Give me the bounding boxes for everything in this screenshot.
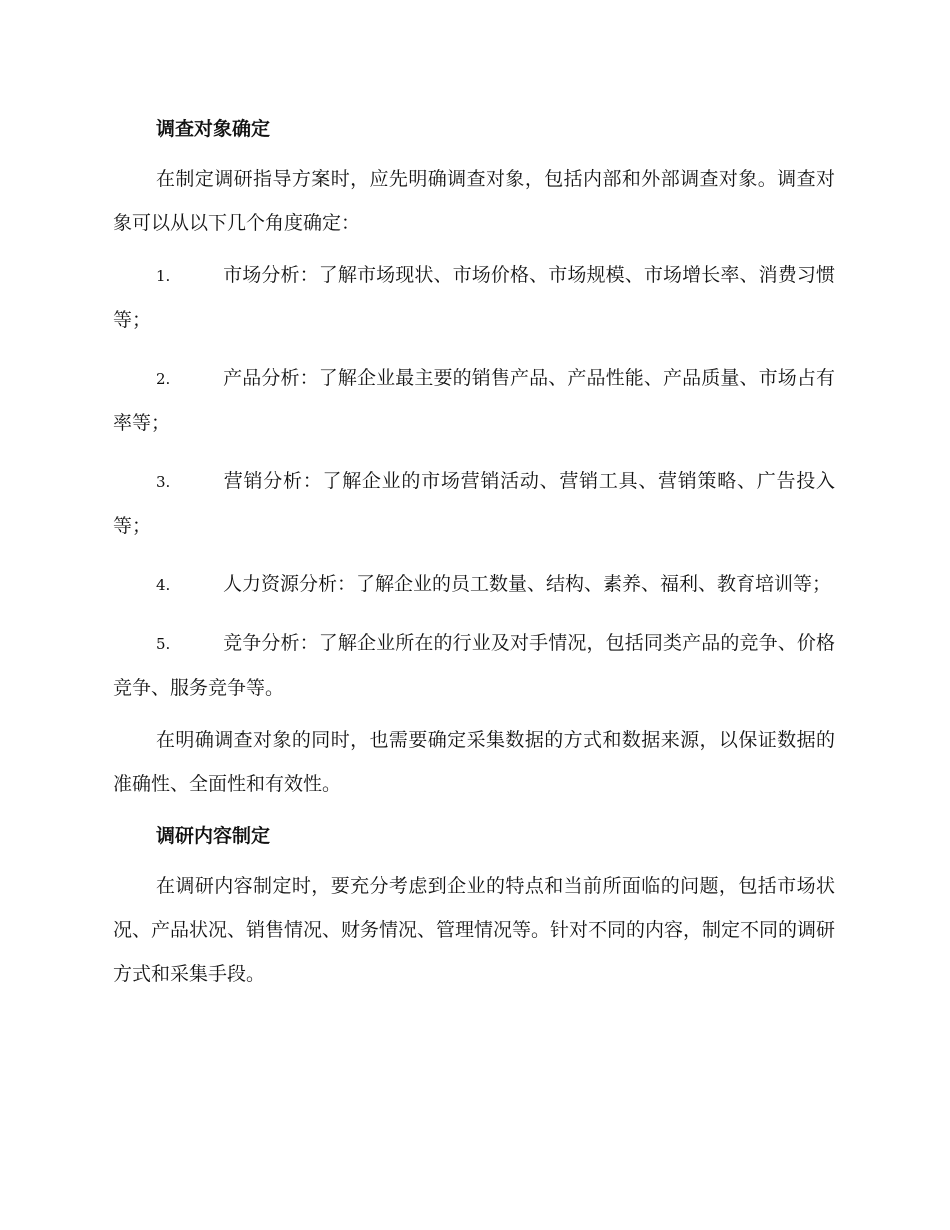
section-body-paragraph: 在调研内容制定时，要充分考虑到企业的特点和当前所面临的问题，包括市场状况、产品状况、销售情况、财务情况、管理情况等。针对不同的内容，制定不同的调研方式和采集手段。 — [113, 875, 836, 985]
list-item-text: 产品分析：了解企业最主要的销售产品、产品性能、产品质量、市场占有率等； — [113, 367, 835, 434]
list-item — [113, 621, 835, 710]
list-item — [113, 356, 835, 445]
section-intro-paragraph: 在制定调研指导方案时，应先明确调查对象，包括内部和外部调查对象。调查对象可以从以下几个角度确定： — [113, 168, 835, 234]
list-item-text: 营销分析：了解企业的市场营销活动、营销工具、营销策略、广告投入等； — [113, 470, 835, 537]
section-heading-research-content: 调研内容制定 — [156, 825, 271, 847]
section-heading-survey-objects: 调查对象确定 — [156, 118, 271, 140]
list-item-text: 竞争分析：了解企业所在的行业及对手情况，包括同类产品的竞争、价格竞争、服务竞争等。 — [113, 632, 835, 699]
list-item-number: 2. — [156, 370, 171, 388]
section-closing-paragraph: 在明确调查对象的同时，也需要确定采集数据的方式和数据来源，以保证数据的准确性、全面性和有效性。 — [113, 729, 835, 795]
list-item — [113, 459, 835, 548]
list-item-number: 3. — [156, 473, 171, 491]
list-item-number: 1. — [156, 267, 171, 285]
document-content — [113, 107, 835, 1004]
list-item-text: 人力资源分析：了解企业的员工数量、结构、素养、福利、教育培训等； — [223, 573, 832, 595]
list-item — [113, 253, 835, 342]
list-item-number: 4. — [156, 576, 171, 594]
list-item-text: 市场分析：了解市场现状、市场价格、市场规模、市场增长率、消费习惯等； — [113, 264, 835, 331]
list-item — [113, 562, 835, 607]
list-item-number: 5. — [156, 635, 171, 653]
